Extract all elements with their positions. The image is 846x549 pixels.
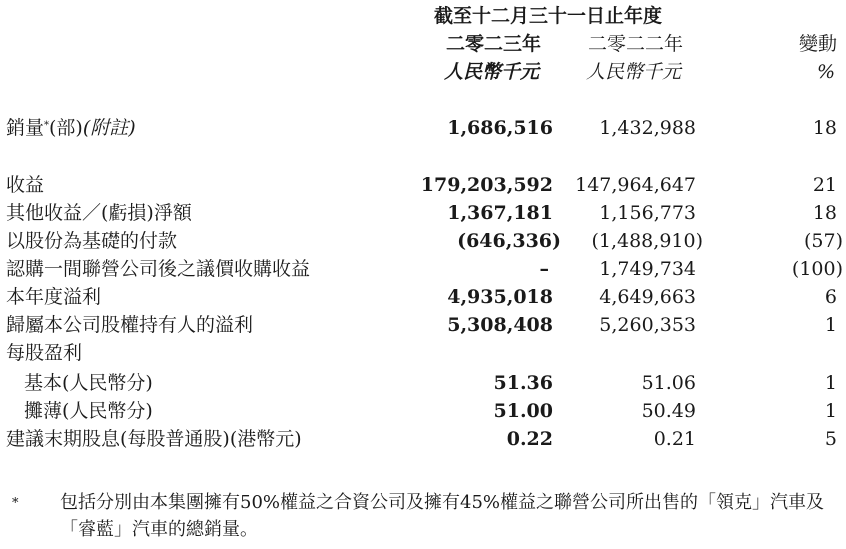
row-label: 每股盈利 (6, 342, 83, 364)
value-2023: 1,686,516 (447, 117, 553, 139)
row-label: 其他收益／(虧損)淨額 (6, 202, 192, 224)
change-value: 1 (824, 372, 837, 394)
value-2022: 50.49 (641, 400, 696, 422)
row-label: 認購一間聯營公司後之議價收購收益 (6, 258, 311, 280)
value-2022: 1,156,773 (599, 202, 696, 224)
change-value: 18 (812, 202, 837, 224)
value-2022: 51.06 (641, 372, 696, 394)
value-2022: 4,649,663 (599, 286, 696, 308)
table-row (0, 369, 846, 397)
unit-2022-heading: 人民幣千元 (586, 61, 682, 83)
footnote-marker: * (12, 496, 19, 511)
table-row (0, 311, 846, 339)
table-row (0, 227, 846, 255)
footnote-marker: * (44, 120, 50, 131)
table-row (0, 283, 846, 311)
change-value: 1 (824, 314, 837, 336)
change-value: 21 (812, 174, 837, 196)
change-heading: 變動 (798, 33, 837, 55)
value-2022: 1,432,988 (599, 117, 696, 139)
value-2022: 5,260,353 (599, 314, 696, 336)
table-row (0, 425, 846, 453)
value-2023: 0.22 (506, 428, 553, 450)
row-label: 基本(人民幣分) (24, 372, 153, 394)
value-2023: (646,336) (457, 230, 561, 252)
year-2022-heading: 二零二二年 (588, 33, 684, 55)
change-value: (100) (791, 258, 843, 280)
value-2022: 0.21 (653, 428, 696, 450)
row-label: 本年度溢利 (6, 286, 102, 308)
value-2023: 179,203,592 (420, 174, 553, 196)
value-2022: (1,488,910) (591, 230, 703, 252)
value-2023: – (539, 258, 549, 280)
row-label: 收益 (6, 174, 45, 196)
value-2022: 1,749,734 (599, 258, 696, 280)
table-row (0, 199, 846, 227)
row-label: 建議末期股息(每股普通股)(港幣元) (6, 428, 302, 450)
value-2023: 51.00 (493, 400, 553, 422)
change-value: 1 (824, 400, 837, 422)
percent-heading: % (816, 61, 835, 83)
value-2023: 5,308,408 (447, 314, 553, 336)
table-row (0, 171, 846, 199)
row-label: 銷量*(部)(附註) (6, 117, 136, 139)
year-2023-heading: 二零二三年 (446, 33, 542, 55)
table-row (0, 339, 846, 367)
value-2022: 147,964,647 (575, 174, 696, 196)
row-label: 攤薄(人民幣分) (24, 400, 153, 422)
change-value: (57) (803, 230, 843, 252)
table-row (0, 255, 846, 283)
sales-volume-row (0, 114, 846, 142)
change-value: 5 (824, 428, 837, 450)
change-value: 18 (812, 117, 837, 139)
change-value: 6 (824, 286, 837, 308)
row-label: 歸屬本公司股權持有人的溢利 (6, 314, 254, 336)
value-2023: 51.36 (493, 372, 553, 394)
period-heading: 截至十二月三十一日止年度 (434, 5, 663, 27)
footnote-text: 包括分別由本集團擁有50%權益之合資公司及擁有45%權益之聯營公司所出售的「領克」汽車及「睿藍」汽車的總銷量。 (60, 492, 825, 540)
table-row (0, 397, 846, 425)
value-2023: 1,367,181 (447, 202, 553, 224)
value-2023: 4,935,018 (447, 286, 553, 308)
row-label: 以股份為基礎的付款 (6, 230, 178, 252)
unit-2023-heading: 人民幣千元 (444, 61, 540, 83)
